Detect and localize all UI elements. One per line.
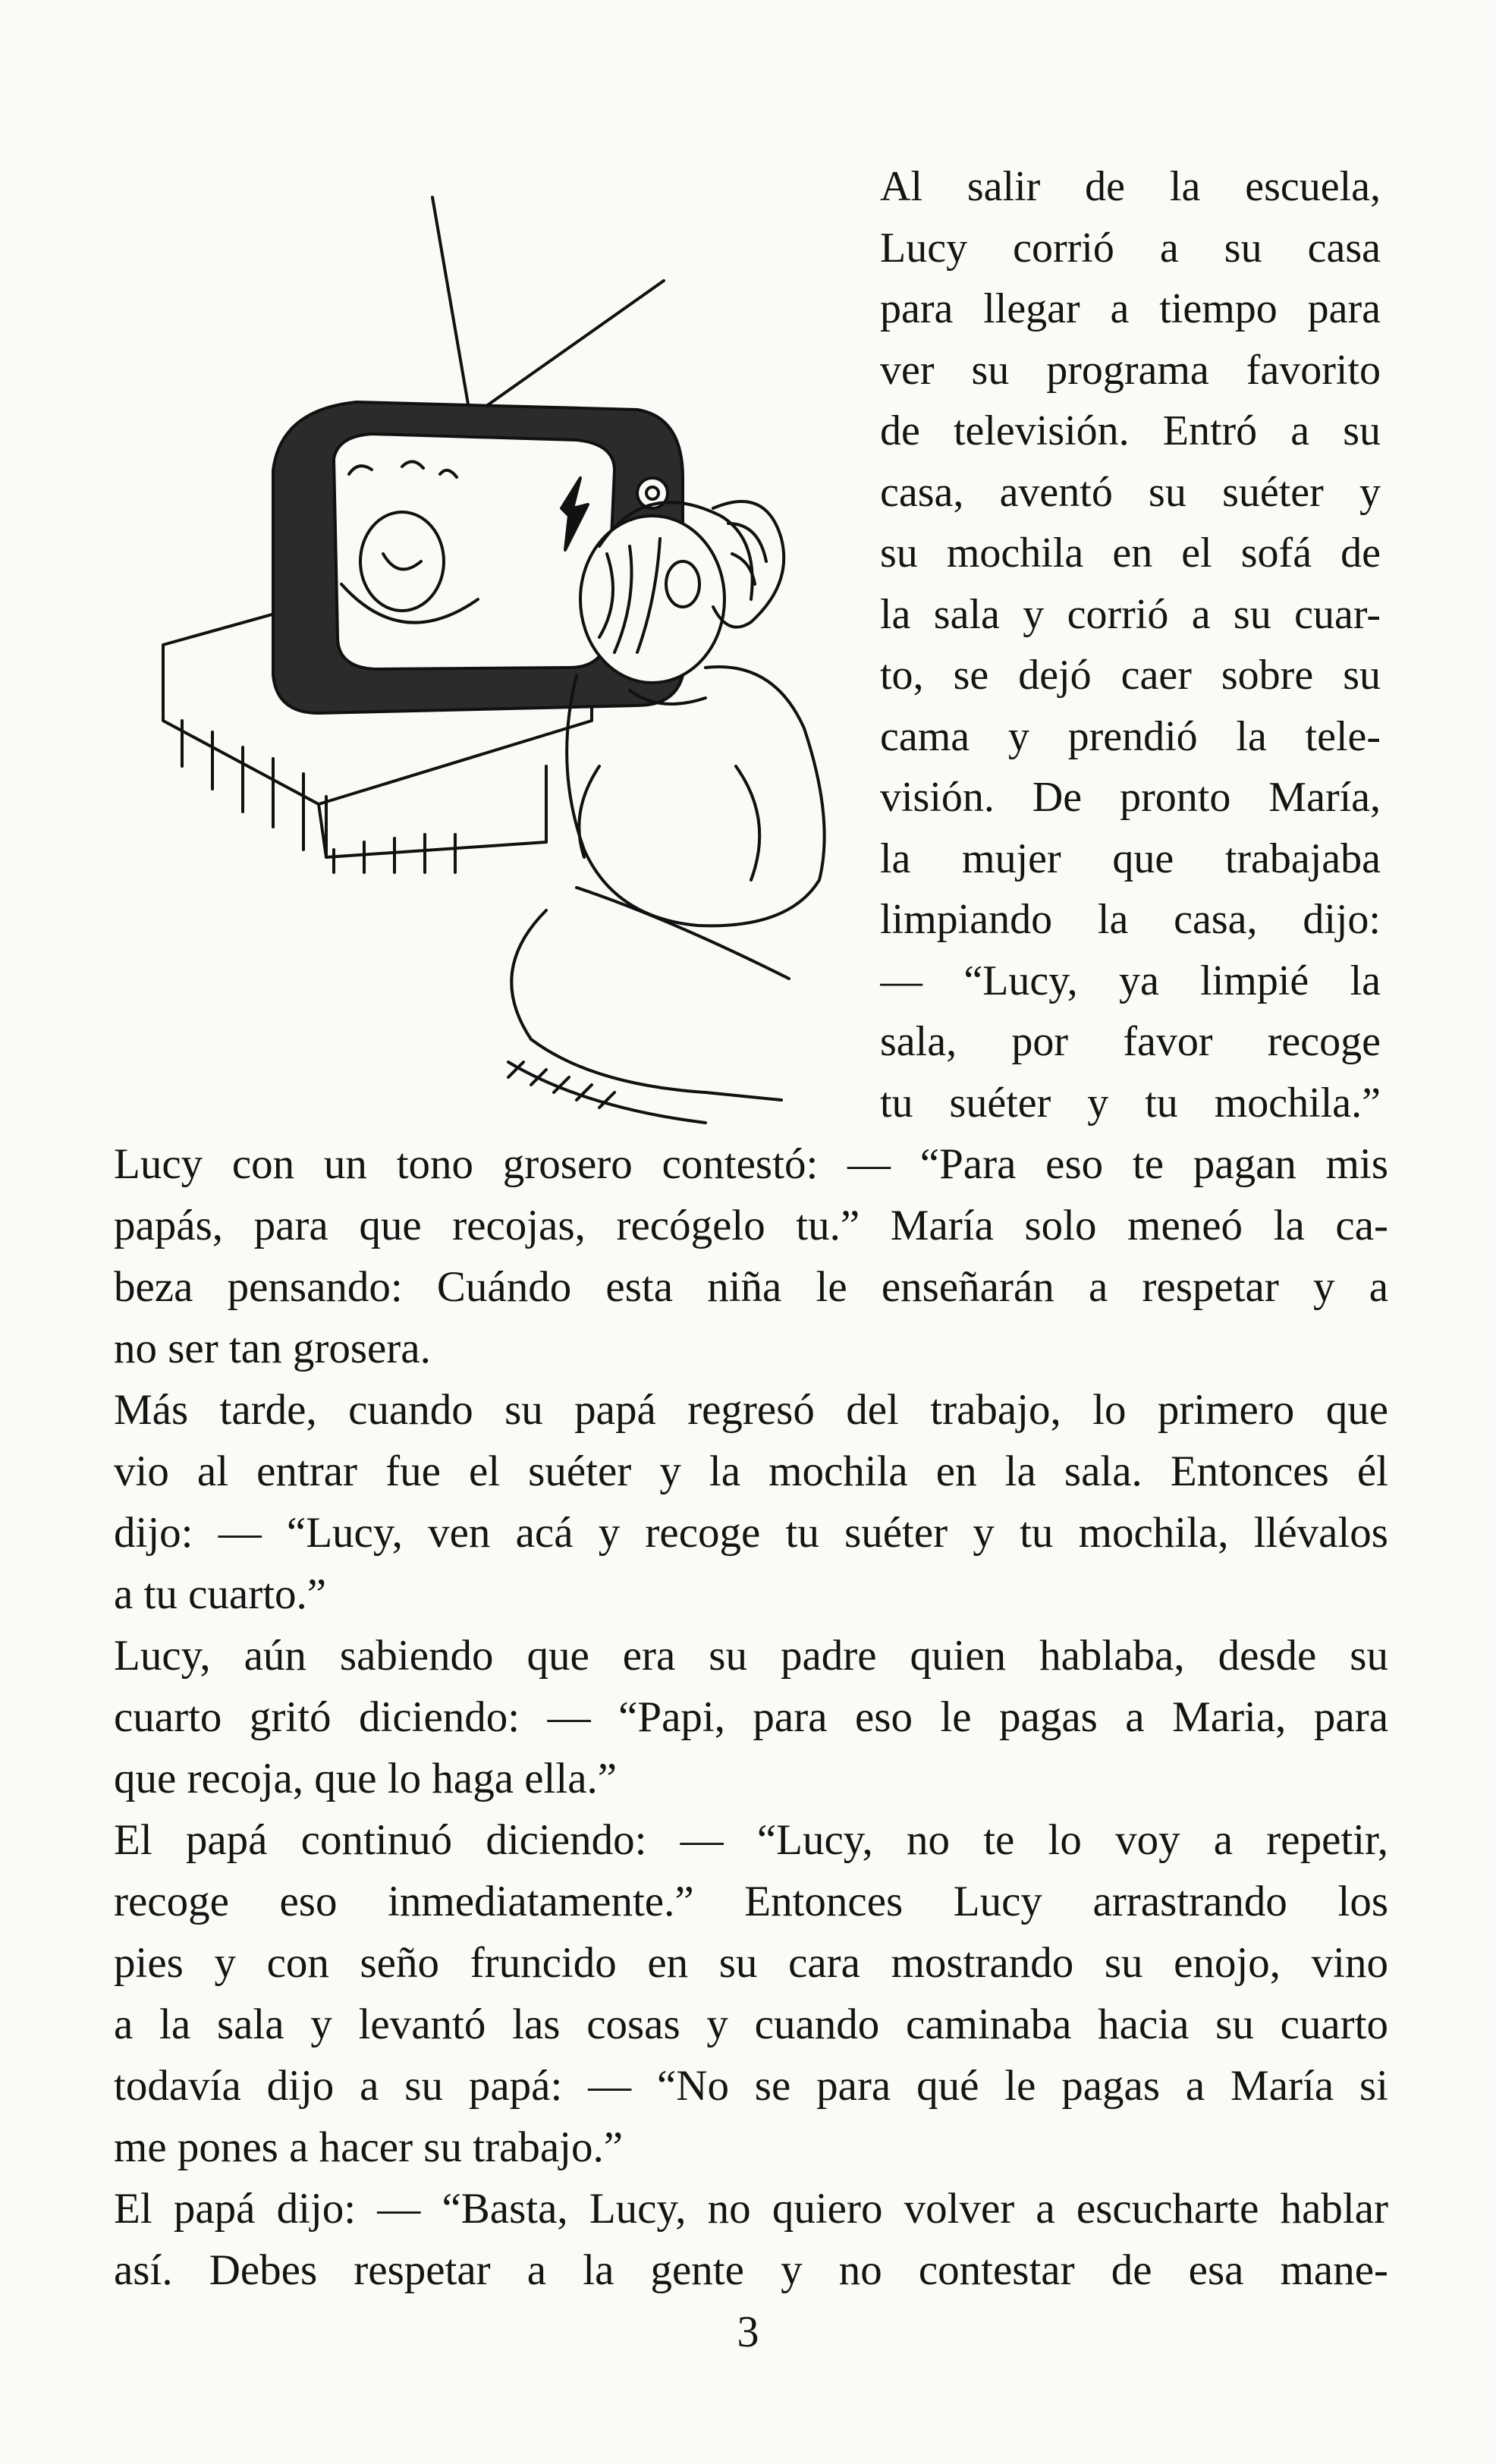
text-line: sala, por favor recoge: [880, 1018, 1381, 1065]
page-number: 3: [737, 2307, 759, 2356]
text-line: ver su programa favorito: [880, 346, 1381, 394]
text-line: la mujer que trabajaba: [880, 834, 1381, 882]
text-line: papás, para que recojas, recógelo tu.” María solo meneó la ca-: [114, 1202, 1388, 1249]
text-line: su mochila en el sofá de: [880, 530, 1381, 577]
text-column-right: [880, 156, 1381, 1133]
text-line: Al salir de la escuela,: [880, 163, 1381, 210]
text-line: casa, aventó su suéter y: [880, 468, 1381, 516]
paragraph-4: [114, 1809, 1388, 2178]
text-line: to, se dejó caer sobre su: [880, 652, 1381, 699]
paragraph-1: [114, 1133, 1388, 1379]
text-line: visión. De pronto María,: [880, 774, 1381, 821]
text-line: que recoja, que lo haga ella.”: [114, 1755, 618, 1802]
text-line: a la sala y levantó las cosas y cuando caminaba hacia su cuarto: [114, 2000, 1388, 2048]
text-line: beza pensando: Cuándo esta niña le enseñarán a respetar y a: [114, 1263, 1388, 1311]
text-line: Lucy con un tono grosero contestó: — “Para eso te pagan mis: [114, 1140, 1388, 1188]
text-line: El papá continuó diciendo: — “Lucy, no te lo voy a repetir,: [114, 1816, 1388, 1864]
text-line: vio al entrar fue el suéter y la mochila en la sala. Entonces él: [114, 1447, 1388, 1495]
text-line: para llegar a tiempo para: [880, 285, 1381, 332]
text-line: cuarto gritó diciendo: — “Papi, para eso le pagas a Maria, para: [114, 1693, 1388, 1741]
text-line: así. Debes respetar a la gente y no contestar de esa mane-: [114, 2246, 1388, 2294]
text-line: tu suéter y tu mochila.”: [880, 1079, 1381, 1127]
text-line: me pones a hacer su trabajo.”: [114, 2123, 624, 2171]
text-line: pies y con seño fruncido en su cara mostrando su enojo, vino: [114, 1939, 1388, 1987]
paragraph-2: [114, 1379, 1388, 1625]
girl-watching-tv-illustration: [152, 190, 857, 1138]
text-line: recoge eso inmediatamente.” Entonces Lucy arrastrando los: [114, 1878, 1388, 1925]
paragraph-5: [114, 2178, 1388, 2301]
text-line: la sala y corrió a su cuar-: [880, 590, 1381, 638]
text-line: dijo: — “Lucy, ven acá y recoge tu suéter y tu mochila, llévalos: [114, 1509, 1388, 1557]
text-line: limpiando la casa, dijo:: [880, 896, 1381, 943]
text-line: Lucy, aún sabiendo que era su padre quien hablaba, desde su: [114, 1632, 1388, 1680]
text-line: cama y prendió la tele-: [880, 712, 1381, 760]
text-line: de televisión. Entró a su: [880, 407, 1381, 454]
text-line: — “Lucy, ya limpié la: [880, 957, 1381, 1004]
text-line: El papá dijo: — “Basta, Lucy, no quiero volver a escucharte hablar: [114, 2185, 1388, 2233]
text-line: Lucy corrió a su casa: [880, 224, 1381, 272]
text-line: no ser tan grosera.: [114, 1325, 431, 1372]
paragraph-3: [114, 1625, 1388, 1809]
text-line: a tu cuarto.”: [114, 1570, 327, 1618]
text-line: todavía dijo a su papá: — “No se para qué le pagas a María si: [114, 2062, 1388, 2110]
text-line: Más tarde, cuando su papá regresó del trabajo, lo primero que: [114, 1386, 1388, 1434]
